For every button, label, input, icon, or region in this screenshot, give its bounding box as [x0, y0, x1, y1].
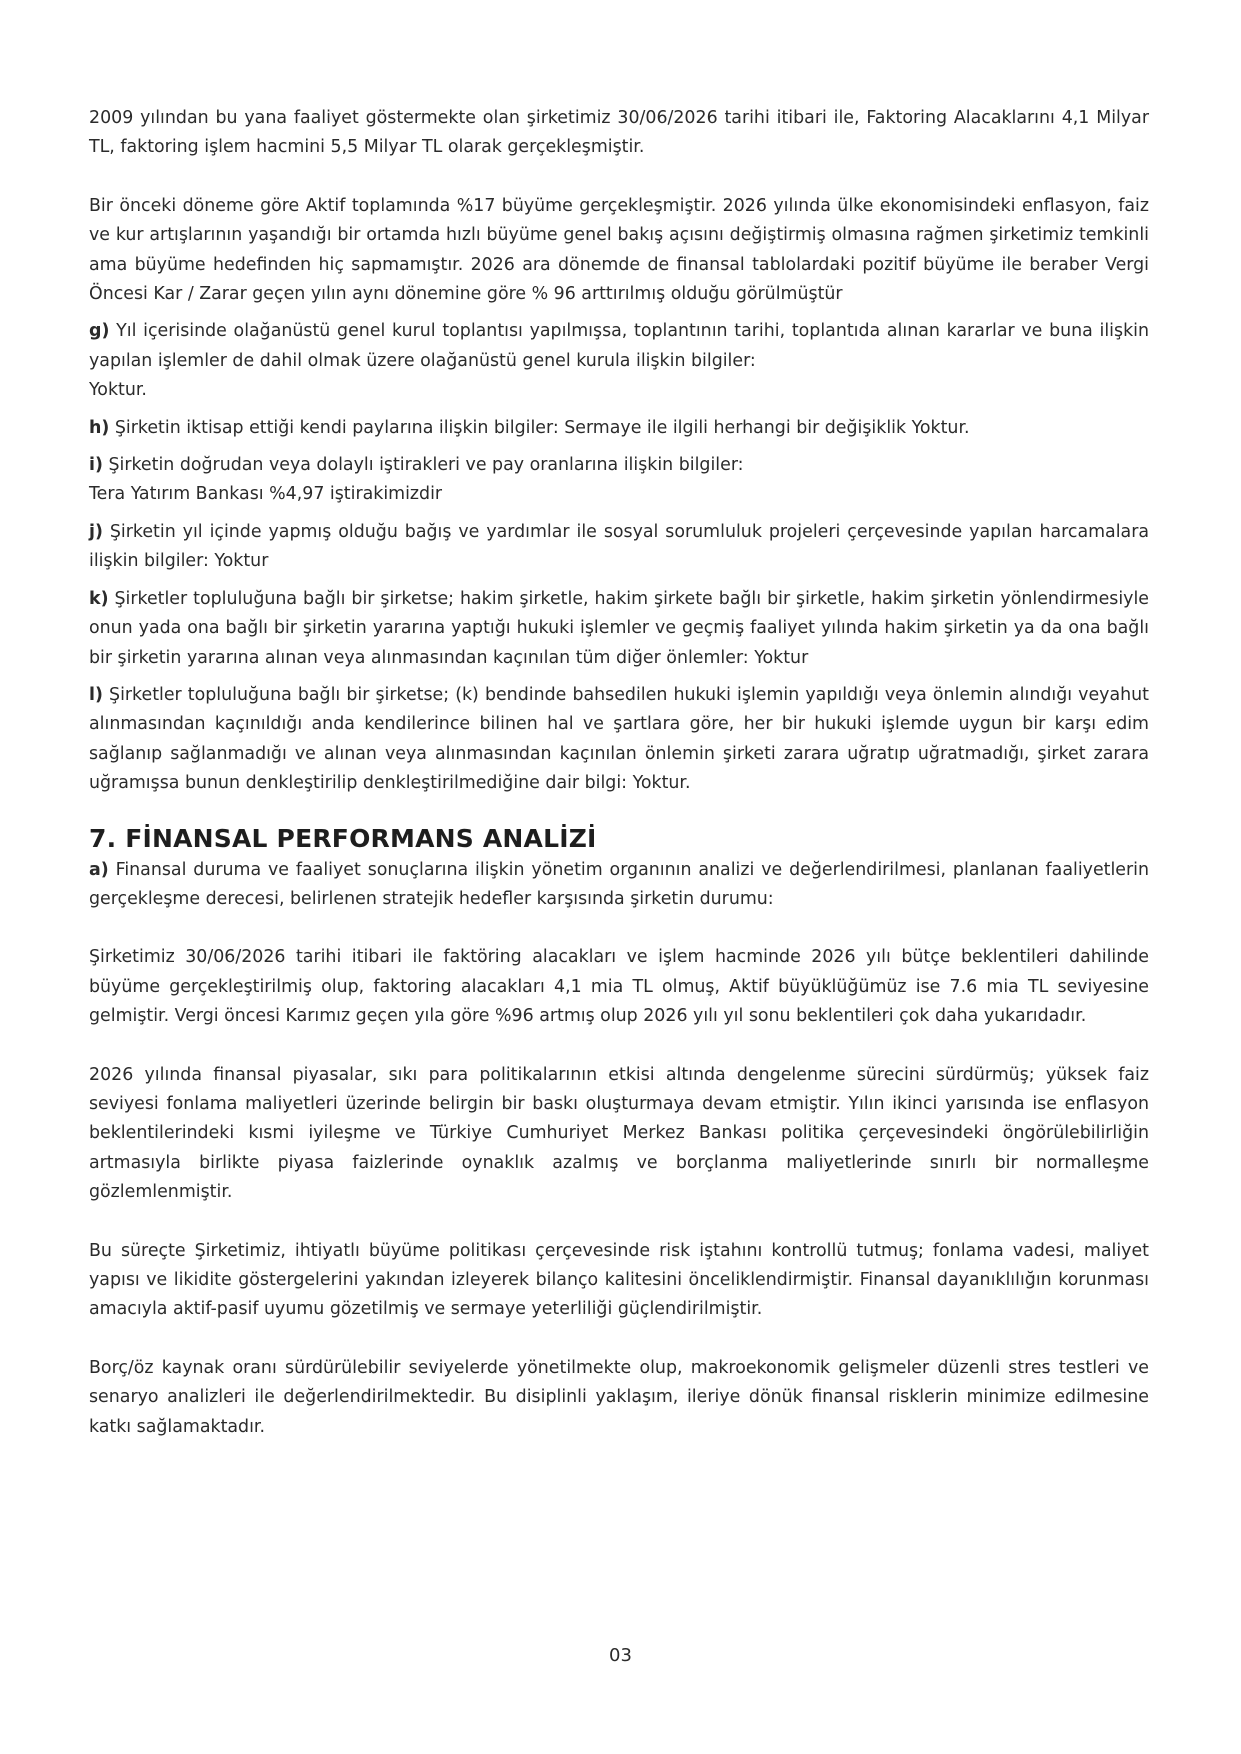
item-g — [89, 317, 1149, 405]
item-k — [89, 585, 1149, 673]
item-i-answer: Tera Yatırım Bankası %4,97 iştirakimizdir — [89, 484, 443, 505]
item-g-label: g) — [89, 321, 110, 342]
item-h — [89, 414, 1149, 443]
section-7-item-a-label: a) — [89, 859, 109, 880]
item-h-text: Şirketin iktisap ettiği kendi paylarına ilişkin bilgiler: Sermaye ile ilgili herhangi bir değişiklik Yoktur. — [109, 417, 970, 438]
page-number: 03 — [609, 1645, 632, 1666]
item-j-label: j) — [89, 521, 103, 542]
section-7-item-a — [89, 856, 1149, 915]
item-i-label: i) — [89, 455, 103, 476]
section-7-item-a-text: Finansal duruma ve faaliyet sonuçlarına ilişkin yönetim organının analizi ve değerlendirilmesi, planlanan faaliyetlerin gerçekleşme derecesi, belirlenen stratejik hedefler karşısında şirketin durumu: — [89, 859, 1149, 909]
item-j — [89, 518, 1149, 577]
section-7-paragraph-1: Şirketimiz 30/06/2026 tarihi itibari ile faktöring alacakları ve işlem hacminde 2026 yılı bütçe beklentileri dahilinde büyüme gerçekleştirilmiş olup, faktoring alacakları 4,1 mia TL olmuş, Aktif büyüklüğümüz ise 7.6 mia TL seviyesine gelmiştir. Vergi öncesi Karımız geçen yıla göre %96 artmış olup 2026 yılı yıl sonu beklentileri çok daha yukarıdadır. — [89, 947, 1149, 1027]
item-k-text: Şirketler topluluğuna bağlı bir şirketse; hakim şirketle, hakim şirkete bağlı bir şirketle, hakim şirketin yönlendirmesiyle onun yada ona bağlı bir şirketin yararına yaptığı hukuki işlemler ve geçmiş faaliyet yılında hakim şirketin ya da ona bağlı bir şirketin yararına alınan veya alınmasından kaçınılan tüm diğer önlemler: Yoktur — [89, 588, 1149, 668]
intro-paragraph-1: 2009 yılından bu yana faaliyet göstermekte olan şirketimiz 30/06/2026 tarihi itibari ile, Faktoring Alacaklarını 4,1 Milyar TL, faktoring işlem hacmini 5,5 Milyar TL olarak gerçekleşmiştir. — [89, 108, 1149, 158]
item-g-text: Yıl içerisinde olağanüstü genel kurul toplantısı yapılmışsa, toplantının tarihi, toplantıda alınan kararlar ve buna ilişkin yapılan işlemler de dahil olmak üzere olağanüstü genel kurula ilişkin bilgiler: — [89, 321, 1149, 371]
item-g-answer: Yoktur. — [89, 380, 147, 401]
item-j-text: Şirketin yıl içinde yapmış olduğu bağış ve yardımlar ile sosyal sorumluluk projeleri çerçevesinde yapılan harcamalara ilişkin bilgiler: Yoktur — [89, 521, 1149, 572]
section-7-heading: 7. FİNANSAL PERFORMANS ANALİZİ — [89, 823, 597, 853]
section-7-paragraph-3: Bu süreçte Şirketimiz, ihtiyatlı büyüme politikası çerçevesinde risk iştahını kontrollü tutmuş; fonlama vadesi, maliyet yapısı ve likidite göstergelerini yakından izleyerek bilanço kalitesini önceliklendirmiştir. Finansal dayanıklılığın korunması amacıyla aktif-pasif uyumu gözetilmiş ve sermaye yeterliliği güçlendirilmiştir. — [89, 1240, 1149, 1320]
item-l — [89, 681, 1149, 799]
item-k-label: k) — [89, 588, 109, 609]
page-content — [89, 104, 1149, 1442]
item-l-label: l) — [89, 684, 103, 705]
item-h-label: h) — [89, 417, 110, 438]
intro-paragraph-2: Bir önceki döneme göre Aktif toplamında %17 büyüme gerçekleşmiştir. 2026 yılında ülke ekonomisindeki enflasyon, faiz ve kur artışlarının yaşandığı bir ortamda hızlı büyüme genel bakış açısını değiştirmiş olmasına rağmen şirketimiz temkinli ama büyüme hedefinden hiç sapmamıştır. 2026 ara dönemde de finansal tablolardaki pozitif büyüme ile beraber Vergi Öncesi Kar / Zarar geçen yılın aynı dönemine göre % 96 arttırılmış olduğu görülmüştür — [89, 195, 1149, 305]
section-7-paragraph-2: 2026 yılında finansal piyasalar, sıkı para politikalarının etkisi altında dengelenme sürecini sürdürmüş; yüksek faiz seviyesi fonlama maliyetleri üzerinde belirgin bir baskı oluşturmaya devam etmiştir. Yılın ikinci yarısında ise enflasyon beklentilerindeki kısmi iyileşme ve Türkiye Cumhuriyet Merkez Bankası politika çerçevesindeki öngörülebilirliğin artmasıyla birlikte piyasa faizlerinde oynaklık azalmış ve borçlanma maliyetlerinde sınırlı bir normalleşme gözlemlenmiştir. — [89, 1064, 1149, 1203]
item-l-text: Şirketler topluluğuna bağlı bir şirketse; (k) bendinde bahsedilen hukuki işlemin yapıldığı veya önlemin alındığı veyahut alınmasından kaçınıldığı anda kendilerince bilinen hal ve şartlara göre, her bir hukuki işlemde uygun bir karşı edim sağlanıp sağlanmadığı ve alınan veya alınmasından kaçınılan önlemin şirketi zarara uğratıp uğratmadığı, şirket zarara uğramışsa bunun denkleştirilip denkleştirilmediğine dair bilgi: Yoktur. — [89, 684, 1149, 794]
item-i — [89, 451, 1149, 510]
section-7-paragraph-4: Borç/öz kaynak oranı sürdürülebilir seviyelerde yönetilmekte olup, makroekonomik gelişmeler düzenli stres testleri ve senaryo analizleri ile değerlendirilmektedir. Bu disiplinli yaklaşım, ileriye dönük finansal risklerin minimize edilmesine katkı sağlamaktadır. — [89, 1357, 1149, 1437]
item-i-text: Şirketin doğrudan veya dolaylı iştirakleri ve pay oranlarına ilişkin bilgiler: — [102, 455, 744, 476]
